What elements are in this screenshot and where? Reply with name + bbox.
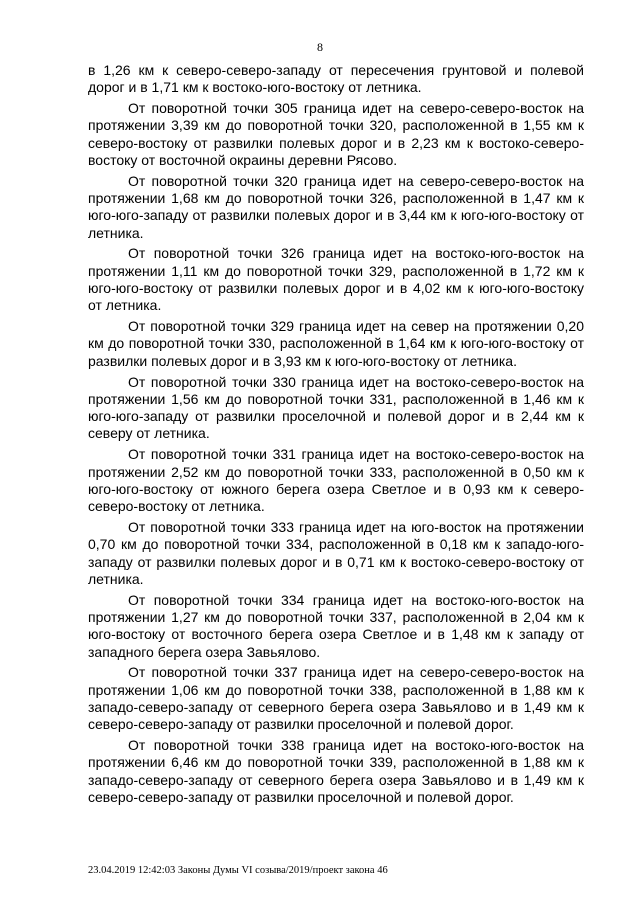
paragraph-point-320: От поворотной точки 320 граница идет на северо-северо-восток на протяжении 1,68 км до поворотной точки 326, расположенной в 1,47 км к юго-юго-западу от развилки полевых дорог и в 3,44 км к юго-юго-востоку от летника. xyxy=(88,172,584,241)
paragraph-continuation: в 1,26 км к северо-северо-западу от пересечения грунтовой и полевой дорог и в 1,71 км к востоко-юго-востоку от летника. xyxy=(88,62,584,96)
paragraph-point-334: От поворотной точки 334 граница идет на востоко-юго-восток на протяжении 1,27 км до поворотной точки 337, расположенной в 2,04 км к юго-востоку от восточного берега озера Светлое и в 1,48 км к западу от западного берега озера Завьялово. xyxy=(88,591,584,660)
paragraph-point-326: От поворотной точки 326 граница идет на востоко-юго-восток на протяжении 1,11 км до поворотной точки 329, расположенной в 1,72 км к юго-юго-востоку от развилки полевых дорог и в 4,02 км к юго-юго-востоку от летника. xyxy=(88,245,584,314)
paragraph-point-333: От поворотной точки 333 граница идет на юго-восток на протяжении 0,70 км до поворотной точки 334, расположенной в 0,18 км к западо-юго-западу от развилки полевых дорог и в 0,71 км к востоко-северо-востоку от летника. xyxy=(88,518,584,587)
paragraph-point-329: От поворотной точки 329 граница идет на север на протяжении 0,20 км до поворотной точки 330, расположенной в 1,64 км к юго-юго-востоку от развилки полевых дорог и в 3,93 км к юго-юго-востоку от летника. xyxy=(88,318,584,369)
document-footer: 23.04.2019 12:42:03 Законы Думы VI созыва/2019/проект закона 46 xyxy=(88,865,388,876)
paragraph-point-331: От поворотной точки 331 граница идет на востоко-северо-восток на протяжении 2,52 км до поворотной точки 333, расположенной в 0,50 км к юго-юго-востоку от южного берега озера Светлое и в 0,93 км к северо-северо-востоку от летника. xyxy=(88,446,584,515)
paragraph-point-330: От поворотной точки 330 граница идет на востоко-северо-восток на протяжении 1,56 км до поворотной точки 331, расположенной в 1,46 км к юго-юго-западу от развилки проселочной и полевой дорог и в 2,44 км к северу от летника. xyxy=(88,373,584,442)
paragraph-point-305: От поворотной точки 305 граница идет на северо-северо-восток на протяжении 3,39 км до поворотной точки 320, расположенной в 1,55 км к северо-востоку от развилки полевых дорог и в 2,23 км к востоко-северо-востоку от восточной окраины деревни Рясово. xyxy=(88,100,584,168)
document-body xyxy=(88,62,584,810)
paragraph-point-337: От поворотной точки 337 граница идет на северо-северо-восток на протяжении 1,06 км до поворотной точки 338, расположенной в 1,88 км к западо-северо-западу от северного берега озера Завьялово и в 1,49 км к северо-северо-западу от развилки проселочной и полевой дорог. xyxy=(88,664,584,733)
page-number: 8 xyxy=(317,40,323,54)
paragraph-point-338: От поворотной точки 338 граница идет на востоко-юго-восток на протяжении 6,46 км до поворотной точки 339, расположенной в 1,88 км к западо-северо-западу от северного берега озера Завьялово и в 1,49 км к северо-северо-западу от развилки проселочной и полевой дорог. xyxy=(88,736,584,805)
